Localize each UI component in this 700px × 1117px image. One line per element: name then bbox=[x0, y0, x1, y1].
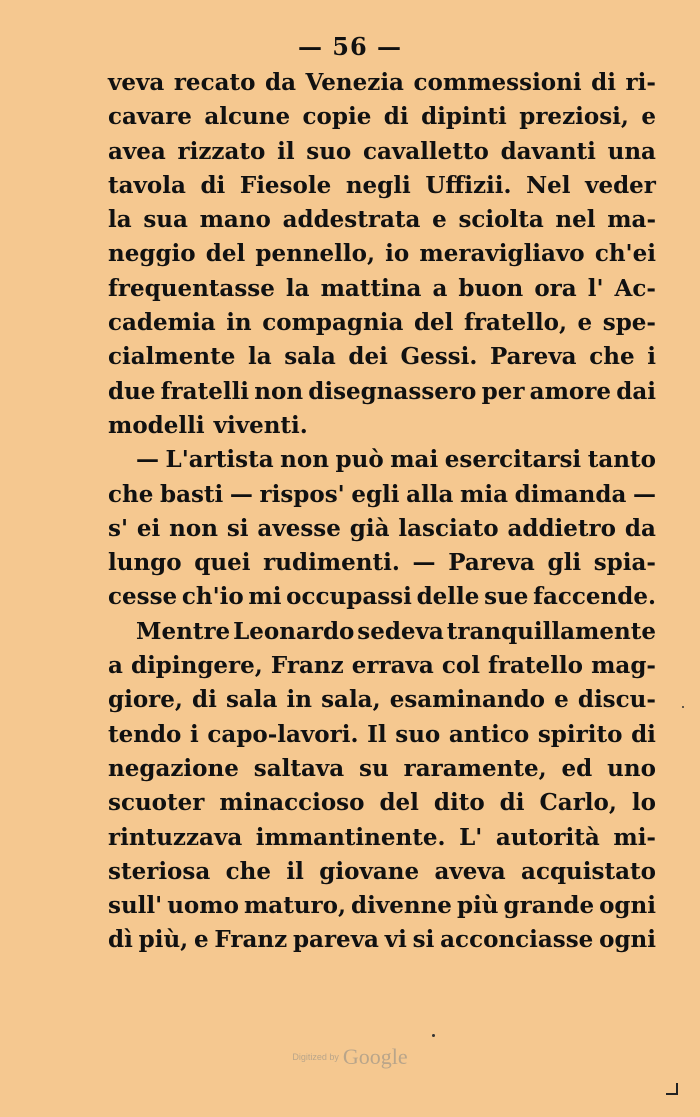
text-line: rintuzzava immantinente. L' autorità mi- bbox=[108, 823, 656, 851]
watermark-prefix: Digitized by bbox=[292, 1052, 339, 1062]
text-line: tavola di Fiesole negli Uffizii. Nel veder bbox=[108, 171, 656, 199]
body-text bbox=[108, 66, 656, 958]
text-line: modelli viventi. bbox=[108, 411, 308, 439]
text-line: Mentre Leonardo sedeva tranquillamente bbox=[136, 617, 656, 645]
text-line: due fratelli non disegnassero per amore dai bbox=[108, 377, 656, 405]
text-line: veva recato da Venezia commessioni di ri- bbox=[108, 69, 656, 96]
text-line: steriosa che il giovane aveva acquistato bbox=[108, 857, 656, 885]
text-line: a dipingere, Franz errava col fratello mag- bbox=[108, 652, 656, 680]
text-line: negazione saltava su raramente, ed uno bbox=[108, 754, 656, 782]
digitized-watermark bbox=[0, 1044, 700, 1070]
text-line: frequentasse la mattina a buon ora l' Ac- bbox=[108, 274, 656, 302]
text-line: che basti — rispos' egli alla mia dimanda — bbox=[108, 480, 656, 508]
text-line: dì più, e Franz pareva vi si acconciasse ogni bbox=[108, 926, 656, 954]
text-line: lungo quei rudimenti. — Pareva gli spia- bbox=[108, 549, 656, 577]
text-line: s' ei non si avesse già lasciato addietro da bbox=[108, 514, 656, 542]
text-line: cademia in compagnia del fratello, e spe- bbox=[108, 309, 656, 337]
page-number: — 56 — bbox=[297, 32, 403, 61]
text-line: neggio del pennello, io meravigliavo ch'ei bbox=[108, 240, 656, 268]
corner-crop-mark bbox=[666, 1083, 678, 1095]
text-line: cialmente la sala dei Gessi. Pareva che i bbox=[108, 343, 656, 371]
text-line: avea rizzato il suo cavalletto davanti una bbox=[108, 137, 656, 165]
google-logo: Google bbox=[342, 1044, 408, 1069]
text-line: cesse ch'io mi occupassi delle sue faccende. bbox=[108, 583, 656, 611]
scan-speck bbox=[432, 1034, 435, 1037]
text-line: sull' uomo maturo, divenne più grande ogni bbox=[108, 892, 656, 920]
text-line: scuoter minaccioso del dito di Carlo, lo bbox=[108, 789, 656, 817]
text-line: giore, di sala in sala, esaminando e discu- bbox=[108, 686, 656, 714]
text-line: — L'artista non può mai esercitarsi tanto bbox=[136, 446, 656, 474]
scan-speck bbox=[682, 706, 684, 708]
text-line: la sua mano addestrata e sciolta nel ma- bbox=[108, 206, 656, 234]
text-line: cavare alcune copie di dipinti preziosi, e bbox=[108, 103, 656, 131]
text-line: tendo i capo-lavori. Il suo antico spirito di bbox=[108, 720, 656, 748]
